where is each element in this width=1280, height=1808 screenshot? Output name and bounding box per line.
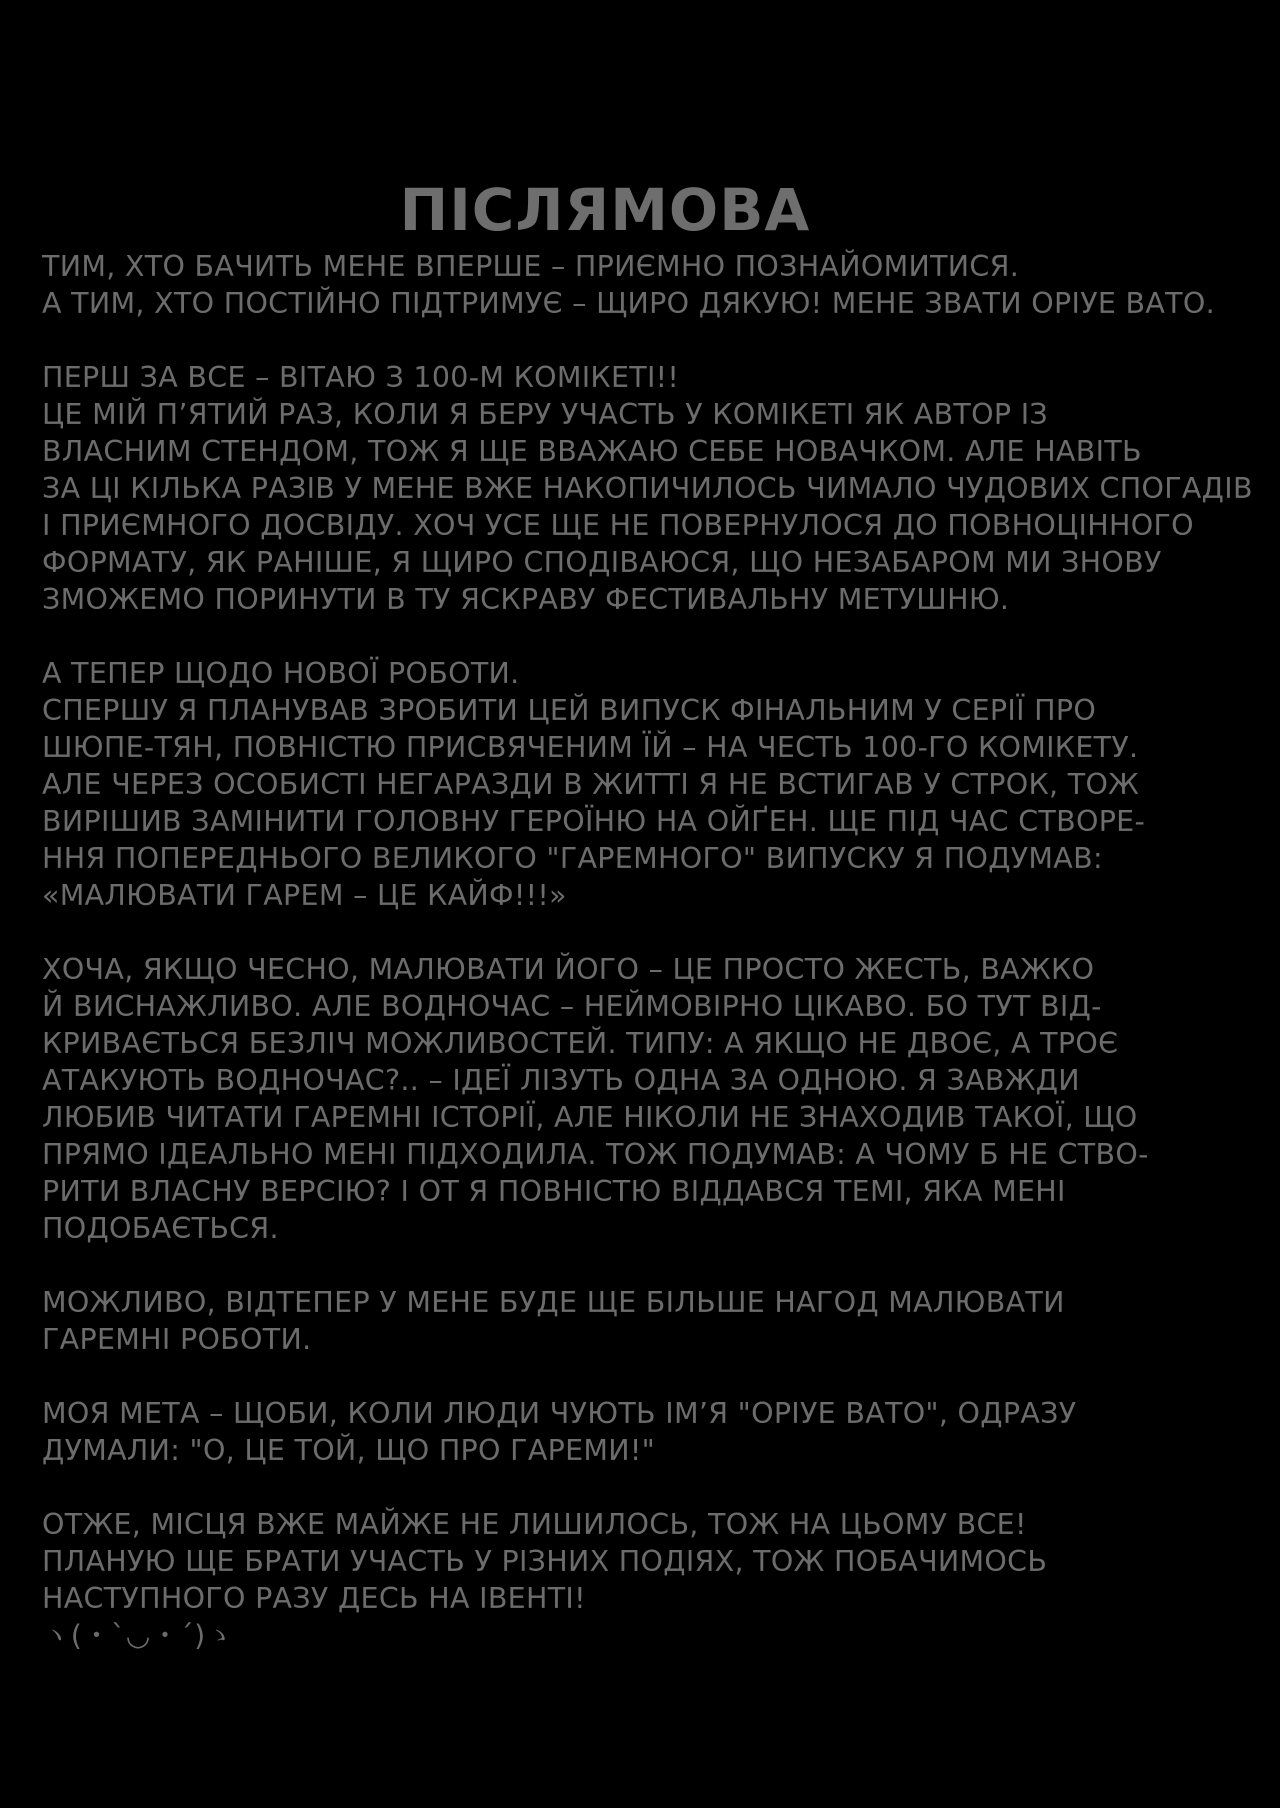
text-line: ХОЧА, ЯКЩО ЧЕСНО, МАЛЮВАТИ ЙОГО – ЦЕ ПРОСТО ЖЕСТЬ, ВАЖКО <box>42 953 1095 986</box>
text-line: ОТЖЕ, МІСЦЯ ВЖЕ МАЙЖЕ НЕ ЛИШИЛОСЬ, ТОЖ НА ЦЬОМУ ВСЕ! <box>42 1508 1027 1541</box>
text-line: АЛЕ ЧЕРЕЗ ОСОБИСТІ НЕГАРАЗДИ В ЖИТТІ Я НЕ ВСТИГАВ У СТРОК, ТОЖ <box>42 768 1140 801</box>
text-line: НАСТУПНОГО РАЗУ ДЕСЬ НА ІВЕНТІ! <box>42 1582 586 1615</box>
text-line: ЗМОЖЕМО ПОРИНУТИ В ТУ ЯСКРАВУ ФЕСТИВАЛЬНУ МЕТУШНЮ. <box>42 583 1010 616</box>
text-line: ПОДОБАЄТЬСЯ. <box>42 1212 279 1245</box>
paragraph <box>42 359 1272 618</box>
text-line: І ПРИЄМНОГО ДОСВІДУ. ХОЧ УСЕ ЩЕ НЕ ПОВЕРНУЛОСЯ ДО ПОВНОЦІННОГО <box>42 509 1194 542</box>
text-line: МОЯ МЕТА – ЩОБИ, КОЛИ ЛЮДИ ЧУЮТЬ ІМ’Я "ОРІУЕ ВАТО", ОДРАЗУ <box>42 1397 1077 1430</box>
text-line: ШЮПЕ-ТЯН, ПОВНІСТЮ ПРИСВЯЧЕНИМ ЇЙ – НА ЧЕСТЬ 100-ГО КОМІКЕТУ. <box>42 731 1139 764</box>
text-line: ЦЕ МІЙ П’ЯТИЙ РАЗ, КОЛИ Я БЕРУ УЧАСТЬ У КОМІКЕТІ ЯК АВТОР ІЗ <box>42 398 1048 431</box>
text-line: А ТИМ, ХТО ПОСТІЙНО ПІДТРИМУЄ – ЩИРО ДЯКУЮ! МЕНЕ ЗВАТИ ОРІУЕ ВАТО. <box>42 287 1215 320</box>
text-line: КРИВАЄТЬСЯ БЕЗЛІЧ МОЖЛИВОСТЕЙ. ТИПУ: А ЯКЩО НЕ ДВОЄ, А ТРОЄ <box>42 1027 1119 1060</box>
text-line: ПЕРШ ЗА ВСЕ – ВІТАЮ З 100-М КОМІКЕТІ!! <box>42 361 680 394</box>
text-line: МОЖЛИВО, ВІДТЕПЕР У МЕНЕ БУДЕ ЩЕ БІЛЬШЕ НАГОД МАЛЮВАТИ <box>42 1286 1065 1319</box>
paragraph <box>42 1284 1272 1358</box>
text-line: ВЛАСНИМ СТЕНДОМ, ТОЖ Я ЩЕ ВВАЖАЮ СЕБЕ НОВАЧКОМ. АЛЕ НАВІТЬ <box>42 435 1142 468</box>
text-line: ГАРЕМНІ РОБОТИ. <box>42 1323 312 1356</box>
text-line: «МАЛЮВАТИ ГАРЕМ – ЦЕ КАЙФ!!!» <box>42 879 567 912</box>
text-line: Й ВИСНАЖЛИВО. АЛЕ ВОДНОЧАС – НЕЙМОВІРНО ЦІКАВО. БО ТУТ ВІД- <box>42 990 1102 1023</box>
text-line: ЗА ЦІ КІЛЬКА РАЗІВ У МЕНЕ ВЖЕ НАКОПИЧИЛОСЬ ЧИМАЛО ЧУДОВИХ СПОГАДІВ <box>42 472 1253 505</box>
paragraph <box>42 655 1272 914</box>
kaomoji-emoticon: ヽ(・`◡・´)ゝ <box>42 1619 235 1652</box>
text-line: ФОРМАТУ, ЯК РАНІШЕ, Я ЩИРО СПОДІВАЮСЯ, ЩО НЕЗАБАРОМ МИ ЗНОВУ <box>42 546 1162 579</box>
paragraph <box>42 951 1272 1247</box>
text-line: ДУМАЛИ: "О, ЦЕ ТОЙ, ЩО ПРО ГАРЕМИ!" <box>42 1434 656 1467</box>
afterword-body <box>42 248 1272 1654</box>
text-line: ПРЯМО ІДЕАЛЬНО МЕНІ ПІДХОДИЛА. ТОЖ ПОДУМАВ: А ЧОМУ Б НЕ СТВО- <box>42 1138 1149 1171</box>
text-line: АТАКУЮТЬ ВОДНОЧАС?.. – ІДЕЇ ЛІЗУТЬ ОДНА ЗА ОДНОЮ. Я ЗАВЖДИ <box>42 1064 1080 1097</box>
page-title: ПІСЛЯМОВА <box>399 176 811 244</box>
text-line: ННЯ ПОПЕРЕДНЬОГО ВЕЛИКОГО "ГАРЕМНОГО" ВИПУСКУ Я ПОДУМАВ: <box>42 842 1103 875</box>
paragraph <box>42 248 1272 322</box>
text-line: ЛЮБИВ ЧИТАТИ ГАРЕМНІ ІСТОРІЇ, АЛЕ НІКОЛИ НЕ ЗНАХОДИВ ТАКОЇ, ЩО <box>42 1101 1138 1134</box>
text-line: ПЛАНУЮ ЩЕ БРАТИ УЧАСТЬ У РІЗНИХ ПОДІЯХ, ТОЖ ПОБАЧИМОСЬ <box>42 1545 1048 1578</box>
text-line: ТИМ, ХТО БАЧИТЬ МЕНЕ ВПЕРШЕ – ПРИЄМНО ПОЗНАЙОМИТИСЯ. <box>42 250 1020 283</box>
text-line: СПЕРШУ Я ПЛАНУВАВ ЗРОБИТИ ЦЕЙ ВИПУСК ФІНАЛЬНИМ У СЕРІЇ ПРО <box>42 694 1097 727</box>
text-line: А ТЕПЕР ЩОДО НОВОЇ РОБОТИ. <box>42 657 520 690</box>
paragraph <box>42 1395 1272 1469</box>
text-line: ВИРІШИВ ЗАМІНИТИ ГОЛОВНУ ГЕРОЇНЮ НА ОЙҐЕН. ЩЕ ПІД ЧАС СТВОРЕ- <box>42 805 1146 838</box>
text-line: РИТИ ВЛАСНУ ВЕРСІЮ? І ОТ Я ПОВНІСТЮ ВІДДАВСЯ ТЕМІ, ЯКА МЕНІ <box>42 1175 1066 1208</box>
paragraph <box>42 1506 1272 1654</box>
